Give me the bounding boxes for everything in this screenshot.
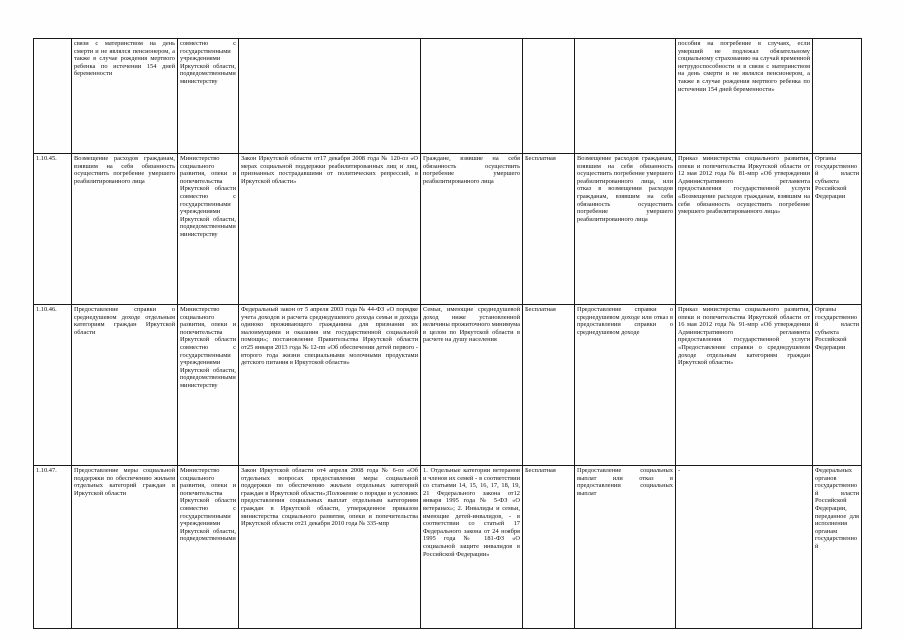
responsible-organization: Министерство социального развития, опеки и попечительства Иркутской области совместно с государственными учреждениями Иркутской области, подведомственными [178,466,239,629]
service-name: Возмещение расходов гражданам, взявшим на себя обязанность осуществить погребение умершего реабилитированного лица [72,154,178,305]
regulation: Приказ министерства социального развития, опеки и попечительства Иркутской области от 16 мая 2012 года № 91-мпр «Об утверждении Административного регламента предоставления государственной услуги «Предоставление справки о среднедушевом доходе отдельным категориям граждан Иркутской области» [676,305,813,466]
table-row [34,466,862,629]
services-register-table [33,38,862,629]
authority-level: Органы государственной власти субъекта Российской Федерации [813,305,862,466]
legal-basis: Закон Иркутской области от4 апреля 2008 года № 6-оз «Об отдельных вопросах предоставления меры социальной поддержки по обеспечению жильем отдельных категорий граждан в Иркутской области»;Положение о порядке и условиях предоставления социальных выплат отдельным категориям граждан в Иркутской области, утвержденное приказом министерства социального развития, опеки и попечительства Иркутской области от21 декабря 2010 года № 335-мпр [239,466,421,629]
recipients [421,39,523,154]
legal-basis [239,39,421,154]
recipients: Граждане, взявшие на себя обязанность осуществить погребение умершего реабилитированного лица [421,154,523,305]
service-name: Предоставление справки о среднедушевом доходе отдельным категориям граждан Иркутской области [72,305,178,466]
row-number: 1.10.45. [34,154,72,305]
fee: Бесплатная [523,466,575,629]
legal-basis: Закон Иркутской области от17 декабря 2008 года № 120-оз «О мерах социальной поддержки реабилитированных лиц и лиц, признанных пострадавшими от политических репрессий, в Иркутской области» [239,154,421,305]
responsible-organization: совместно с государственными учреждениями Иркутской области, подведомственными министерству [178,39,239,154]
service-name: связи с материнством на день смерти и не являлся пенсионером, а также в случае рождения мертвого ребенка по истечении 154 дней беременности [72,39,178,154]
recipients: 1. Отдельные категории ветеранов и членов их семей - в соответствии со статьями 14, 15, 16, 17, 18, 19, 21 Федерального закона от12 января 1995 года № 5-ФЗ «О ветеранах»; 2. Инвалиды и семьи, имеющие детей-инвалидов, - в соответствии со статьей 17 Федерального закона от 24 ноября 1995 года № 181-ФЗ «О социальной защите инвалидов в Российской Федерации» [421,466,523,629]
responsible-organization: Министерство социального развития, опеки и попечительства Иркутской области совместно с государственными учреждениями Иркутской области, подведомственными министерству [178,154,239,305]
recipients: Семьи, имеющие среднедушевой доход ниже установленной величины прожиточного минимума в целом по Иркутской области в расчете на душу населения [421,305,523,466]
row-number [34,39,72,154]
table-row [34,305,862,466]
legal-basis: Федеральный закон от 5 апреля 2003 года № 44-ФЗ «О порядке учета доходов и расчета среднедушевого дохода семьи и дохода одиноко проживающего гражданина для признания их малоимущими и оказания им государственной социальной помощи»; постановление Правительства Иркутской области от25 января 2013 года № 12-пп «Об обеспечении детей первого - второго года жизни специальными молочными продуктами детского питания в Иркутской области» [239,305,421,466]
row-number: 1.10.46. [34,305,72,466]
result: Предоставление справки о среднедушевом доходе или отказ в предоставлении справки о среднедушевом доходе [575,305,676,466]
fee: Бесплатная [523,305,575,466]
row-number: 1.10.47. [34,466,72,629]
result: Предоставление социальных выплат или отказ в предоставлении социальных выплат [575,466,676,629]
service-name: Предоставление меры социальной поддержки по обеспечению жильем отдельных категорий граждан в Иркутской области [72,466,178,629]
table-row [34,39,862,154]
regulation: - [676,466,813,629]
responsible-organization: Министерство социального развития, опеки и попечительства Иркутской области совместно с государственными учреждениями Иркутской области, подведомственными министерству [178,305,239,466]
fee [523,39,575,154]
authority-level: Федеральных органов государственной власти Российской Федерации, переданное для исполнения органам государственной [813,466,862,629]
fee: Бесплатная [523,154,575,305]
table-row [34,154,862,305]
regulation: пособия на погребение в случаях, если умерший не подлежал обязательному социальному страхованию на случай временной нетрудоспособности и в связи с материнством на день смерти и не являлся пенсионером, а также в случае рождения мертвого ребенка по истечении 154 дней беременности» [676,39,813,154]
result: Возмещение расходов гражданам, взявшим на себя обязанность осуществить погребение умершего реабилитированного лица, или отказ в возмещении расходов гражданам, взявшим на себя обязанность осуществить погребение умершего реабилитированного лица [575,154,676,305]
regulation: Приказ министерства социального развития, опеки и попечительства Иркутской области от 12 мая 2012 года № 81-мпр «Об утверждении Административного регламента предоставления государственной услуги «Возмещение расходов гражданам, взявшим на себя обязанность осуществить погребение умершего реабилитированного лица» [676,154,813,305]
authority-level: Органы государственной власти субъекта Российской Федерации [813,154,862,305]
authority-level [813,39,862,154]
result [575,39,676,154]
